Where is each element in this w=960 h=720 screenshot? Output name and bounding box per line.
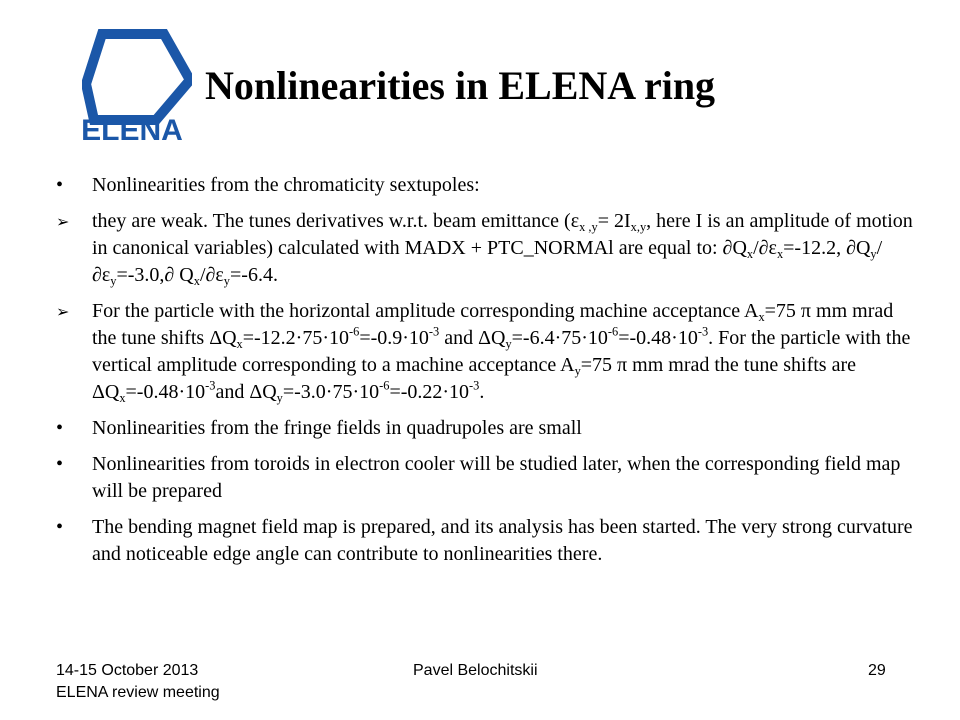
bullet-item [56,451,916,505]
arrow-icon: ➢ [56,304,70,321]
bullet-text: Nonlinearities from toroids in electron cooler will be studied later, when the corresponding field map will be prepared [92,453,901,502]
bullet-icon: • [56,417,64,439]
sub-bullet-item [56,208,916,289]
bullet-text: Nonlinearities from the chromaticity sextupoles: [92,174,480,196]
bullet-text: The bending magnet field map is prepared, and its analysis has been started. The very strong curvature and noticeable edge angle can contribute to nonlinearities there. [92,516,913,565]
arrow-icon: ➢ [56,214,70,231]
footer-date-event [56,660,220,704]
elena-logo-icon [82,22,192,152]
elena-logo [82,22,192,152]
bullet-item [56,514,916,568]
footer-author: Pavel Belochitskii [413,662,538,679]
slide-title: Nonlinearities in ELENA ring [205,63,716,108]
slide-content [56,172,916,577]
sub-bullet-text: they are weak. The tunes derivatives w.r.t. beam emittance ($\varepsilon_{x ,y}= 2I_{x,y}$, here I is an amplitude of motion in canonical variables) calculated with MADX + PTC_NORMAl are equal to: $\partial Q_x/\partial\varepsilon_x=-12.2$, $\partial Q_y/\partial\varepsilon_y=-3.0,\partial$ $Q_x/\partial\varepsilon_y=-6.4$. [92,210,913,288]
bullet-icon: • [56,174,64,196]
bullet-item [56,172,916,199]
bullet-text: Nonlinearities from the fringe fields in quadrupoles are small [92,417,582,439]
bullet-icon: • [56,516,64,538]
elena-logo-text: ELENA [82,114,183,147]
footer-page-number: 29 [868,662,886,679]
footer-event: ELENA review meeting [56,684,220,701]
footer-date: 14-15 October 2013 [56,662,199,679]
sub-bullet-text: For the particle with the horizontal amplitude corresponding machine acceptance $A_x=75$ π mm mrad the tune shifts $\Delta Q_x=-12.2\cdot 75\cdot 10^{-6}=-0.9\cdot 10^{-3}$ and $\Delta Q_y=-6.4\cdot 75\cdot 10^{-6}=-0.48\cdot 10^{-3}$. For the particle with the vertical amplitude corresponding to a machine acceptance $A_y=75$ π mm mrad the tune shifts are $\Delta Q_x=-0.48\cdot 10^{-3}and$ $\Delta Q_y=-3.0\cdot 75\cdot 10^{-6}=-0.22\cdot 10^{-3}$. [92,300,911,405]
bullet-item [56,415,916,442]
bullet-icon: • [56,453,64,475]
sub-bullet-item [56,298,916,406]
